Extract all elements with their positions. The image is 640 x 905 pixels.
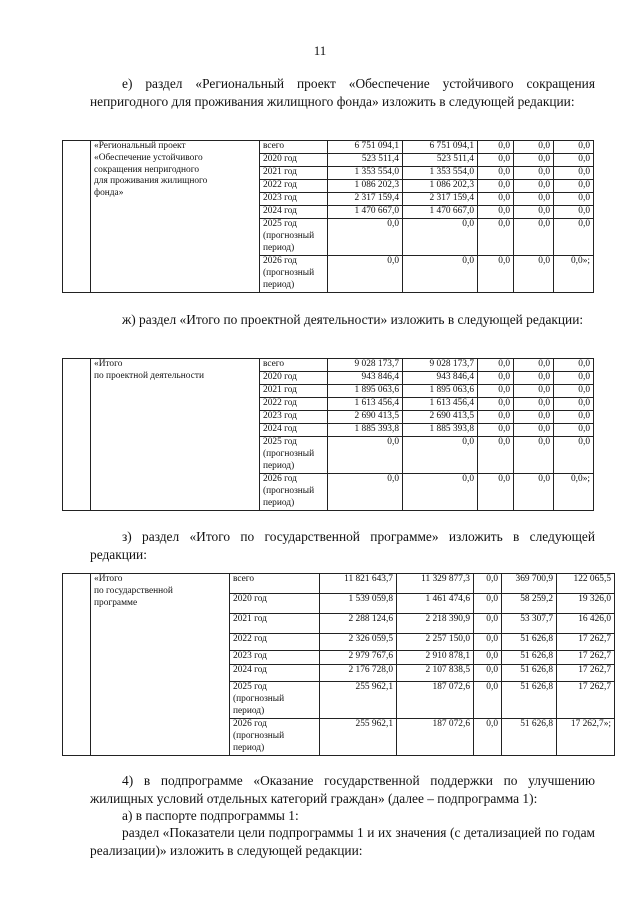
value-cell: 943 846,4 <box>328 372 403 385</box>
value-cell: 0,0 <box>478 398 514 411</box>
value-cell: 0,0 <box>478 206 514 219</box>
value-cell: 0,0 <box>478 372 514 385</box>
period-cell: 2023 год <box>230 651 320 665</box>
value-cell: 0,0 <box>478 474 514 511</box>
value-cell: 11 329 877,3 <box>397 574 474 594</box>
value-cell: 1 885 393,8 <box>328 424 403 437</box>
value-cell: 1 885 393,8 <box>403 424 478 437</box>
value-cell: 19 326,0 <box>557 594 615 614</box>
value-cell: 523 511,4 <box>328 154 403 167</box>
value-cell: 0,0 <box>554 206 594 219</box>
period-cell: 2022 год <box>260 180 328 193</box>
value-cell: 6 751 094,1 <box>403 141 478 154</box>
value-cell: 1 353 554,0 <box>328 167 403 180</box>
period-cell: 2021 год <box>260 385 328 398</box>
section-e-table <box>62 140 594 293</box>
value-cell: 0,0 <box>478 359 514 372</box>
value-cell: 0,0 <box>554 154 594 167</box>
value-cell: 0,0 <box>554 141 594 154</box>
empty-number-cell <box>63 141 91 293</box>
value-cell: 523 511,4 <box>403 154 478 167</box>
period-cell: 2026 год (прогнозный период) <box>260 256 328 293</box>
period-cell: 2026 год (прогнозный период) <box>230 719 320 756</box>
period-cell: 2021 год <box>230 614 320 634</box>
value-cell: 0,0 <box>403 256 478 293</box>
value-cell: 0,0 <box>478 385 514 398</box>
value-cell: 0,0 <box>514 385 554 398</box>
value-cell: 0,0 <box>478 219 514 256</box>
value-cell: 187 072,6 <box>397 719 474 756</box>
value-cell: 0,0 <box>403 474 478 511</box>
value-cell: 0,0 <box>474 682 502 719</box>
value-cell: 2 910 878,1 <box>397 651 474 665</box>
period-cell: всего <box>230 574 320 594</box>
period-cell: 2022 год <box>260 398 328 411</box>
value-cell: 0,0 <box>554 437 594 474</box>
period-cell: 2020 год <box>260 372 328 385</box>
value-cell: 0,0 <box>328 437 403 474</box>
period-cell: 2024 год <box>260 206 328 219</box>
value-cell: 0,0 <box>514 474 554 511</box>
value-cell: 0,0 <box>474 665 502 682</box>
section-e-heading: е) раздел «Региональный проект «Обеспечение устойчивого сокращения непригодного для проживания жилищного фонда» изложить в следующей редакции: <box>90 76 595 109</box>
value-cell: 0,0 <box>514 219 554 256</box>
value-cell: 0,0 <box>554 193 594 206</box>
value-cell: 1 086 202,3 <box>328 180 403 193</box>
table-row <box>63 574 615 594</box>
value-cell: 0,0»; <box>554 256 594 293</box>
value-cell: 122 065,5 <box>557 574 615 594</box>
section-zh-table <box>62 358 594 511</box>
value-cell: 0,0 <box>514 398 554 411</box>
value-cell: 0,0»; <box>554 474 594 511</box>
value-cell: 0,0 <box>478 424 514 437</box>
value-cell: 17 262,7»; <box>557 719 615 756</box>
value-cell: 2 218 390,9 <box>397 614 474 634</box>
period-cell: 2023 год <box>260 193 328 206</box>
value-cell: 0,0 <box>514 437 554 474</box>
section-z-heading: з) раздел «Итого по государственной программе» изложить в следующей редакции: <box>90 529 595 562</box>
period-cell: 2025 год (прогнозный период) <box>260 219 328 256</box>
value-cell: 2 690 413,5 <box>403 411 478 424</box>
value-cell: 1 086 202,3 <box>403 180 478 193</box>
value-cell: 0,0 <box>514 424 554 437</box>
page-number: 11 <box>313 43 327 58</box>
value-cell: 2 979 767,6 <box>320 651 397 665</box>
value-cell: 0,0 <box>554 398 594 411</box>
value-cell: 16 426,0 <box>557 614 615 634</box>
period-cell: 2020 год <box>230 594 320 614</box>
value-cell: 1 353 554,0 <box>403 167 478 180</box>
value-cell: 11 821 643,7 <box>320 574 397 594</box>
value-cell: 0,0 <box>554 167 594 180</box>
period-cell: 2023 год <box>260 411 328 424</box>
value-cell: 2 317 159,4 <box>403 193 478 206</box>
period-cell: 2026 год (прогнозный период) <box>260 474 328 511</box>
value-cell: 0,0 <box>474 719 502 756</box>
period-cell: 2021 год <box>260 167 328 180</box>
period-cell: 2020 год <box>260 154 328 167</box>
value-cell: 0,0 <box>474 594 502 614</box>
value-cell: 0,0 <box>474 614 502 634</box>
value-cell: 6 751 094,1 <box>328 141 403 154</box>
value-cell: 0,0 <box>474 651 502 665</box>
value-cell: 1 895 063,6 <box>403 385 478 398</box>
row-group-label: «Региональный проект «Обеспечение устойчивого сокращения непригодного для проживания жилищного фонда» <box>91 141 260 293</box>
value-cell: 0,0 <box>328 256 403 293</box>
value-cell: 0,0 <box>478 411 514 424</box>
value-cell: 255 962,1 <box>320 719 397 756</box>
value-cell: 0,0 <box>514 167 554 180</box>
value-cell: 1 539 059,8 <box>320 594 397 614</box>
value-cell: 0,0 <box>514 411 554 424</box>
value-cell: 0,0 <box>403 219 478 256</box>
value-cell: 0,0 <box>474 574 502 594</box>
value-cell: 0,0 <box>554 359 594 372</box>
value-cell: 1 613 456,4 <box>328 398 403 411</box>
value-cell: 2 288 124,6 <box>320 614 397 634</box>
value-cell: 17 262,7 <box>557 682 615 719</box>
value-cell: 1 613 456,4 <box>403 398 478 411</box>
value-cell: 0,0 <box>478 167 514 180</box>
empty-number-cell <box>63 574 91 756</box>
value-cell: 58 259,2 <box>502 594 557 614</box>
value-cell: 2 107 838,5 <box>397 665 474 682</box>
value-cell: 1 461 474,6 <box>397 594 474 614</box>
value-cell: 2 176 728,0 <box>320 665 397 682</box>
value-cell: 0,0 <box>328 474 403 511</box>
passport-paragraph: а) в паспорте подпрограммы 1: <box>122 808 299 823</box>
value-cell: 0,0 <box>514 154 554 167</box>
period-cell: 2022 год <box>230 634 320 651</box>
value-cell: 0,0 <box>478 256 514 293</box>
indicators-paragraph: раздел «Показатели цели подпрограммы 1 и их значения (с детализацией по годам реализации)» изложить в следующей редакции: <box>90 825 595 858</box>
value-cell: 17 262,7 <box>557 651 615 665</box>
value-cell: 0,0 <box>478 193 514 206</box>
value-cell: 0,0 <box>514 372 554 385</box>
value-cell: 17 262,7 <box>557 634 615 651</box>
value-cell: 1 470 667,0 <box>328 206 403 219</box>
value-cell: 1 895 063,6 <box>328 385 403 398</box>
value-cell: 2 317 159,4 <box>328 193 403 206</box>
value-cell: 0,0 <box>554 180 594 193</box>
value-cell: 2 257 150,0 <box>397 634 474 651</box>
value-cell: 0,0 <box>474 634 502 651</box>
value-cell: 0,0 <box>554 372 594 385</box>
table-row <box>63 359 594 372</box>
section-z-table <box>62 573 615 756</box>
period-cell: всего <box>260 141 328 154</box>
value-cell: 0,0 <box>478 180 514 193</box>
value-cell: 51 626,8 <box>502 634 557 651</box>
value-cell: 51 626,8 <box>502 665 557 682</box>
value-cell: 9 028 173,7 <box>328 359 403 372</box>
period-cell: 2025 год (прогнозный период) <box>260 437 328 474</box>
value-cell: 0,0 <box>403 437 478 474</box>
value-cell: 255 962,1 <box>320 682 397 719</box>
value-cell: 369 700,9 <box>502 574 557 594</box>
value-cell: 0,0 <box>478 437 514 474</box>
period-cell: 2024 год <box>230 665 320 682</box>
value-cell: 0,0 <box>514 359 554 372</box>
value-cell: 943 846,4 <box>403 372 478 385</box>
row-group-label: «Итого по проектной деятельности <box>91 359 260 511</box>
period-cell: всего <box>260 359 328 372</box>
value-cell: 0,0 <box>554 424 594 437</box>
value-cell: 9 028 173,7 <box>403 359 478 372</box>
value-cell: 0,0 <box>554 219 594 256</box>
value-cell: 51 626,8 <box>502 719 557 756</box>
value-cell: 0,0 <box>554 411 594 424</box>
value-cell: 17 262,7 <box>557 665 615 682</box>
row-group-label: «Итого по государственной программе <box>91 574 230 756</box>
value-cell: 0,0 <box>328 219 403 256</box>
value-cell: 0,0 <box>554 385 594 398</box>
value-cell: 0,0 <box>478 141 514 154</box>
value-cell: 0,0 <box>514 193 554 206</box>
value-cell: 1 470 667,0 <box>403 206 478 219</box>
value-cell: 51 626,8 <box>502 651 557 665</box>
empty-number-cell <box>63 359 91 511</box>
subprogram-paragraph: 4) в подпрограмме «Оказание государственной поддержки по улучшению жилищных условий отдельных категорий граждан» (далее – подпрограмма 1): <box>90 773 595 806</box>
value-cell: 0,0 <box>514 180 554 193</box>
period-cell: 2025 год (прогнозный период) <box>230 682 320 719</box>
value-cell: 0,0 <box>514 141 554 154</box>
value-cell: 187 072,6 <box>397 682 474 719</box>
table-row <box>63 141 594 154</box>
value-cell: 2 326 059,5 <box>320 634 397 651</box>
value-cell: 0,0 <box>514 256 554 293</box>
period-cell: 2024 год <box>260 424 328 437</box>
value-cell: 0,0 <box>478 154 514 167</box>
value-cell: 2 690 413,5 <box>328 411 403 424</box>
value-cell: 53 307,7 <box>502 614 557 634</box>
value-cell: 51 626,8 <box>502 682 557 719</box>
section-zh-heading: ж) раздел «Итого по проектной деятельности» изложить в следующей редакции: <box>122 312 584 327</box>
value-cell: 0,0 <box>514 206 554 219</box>
